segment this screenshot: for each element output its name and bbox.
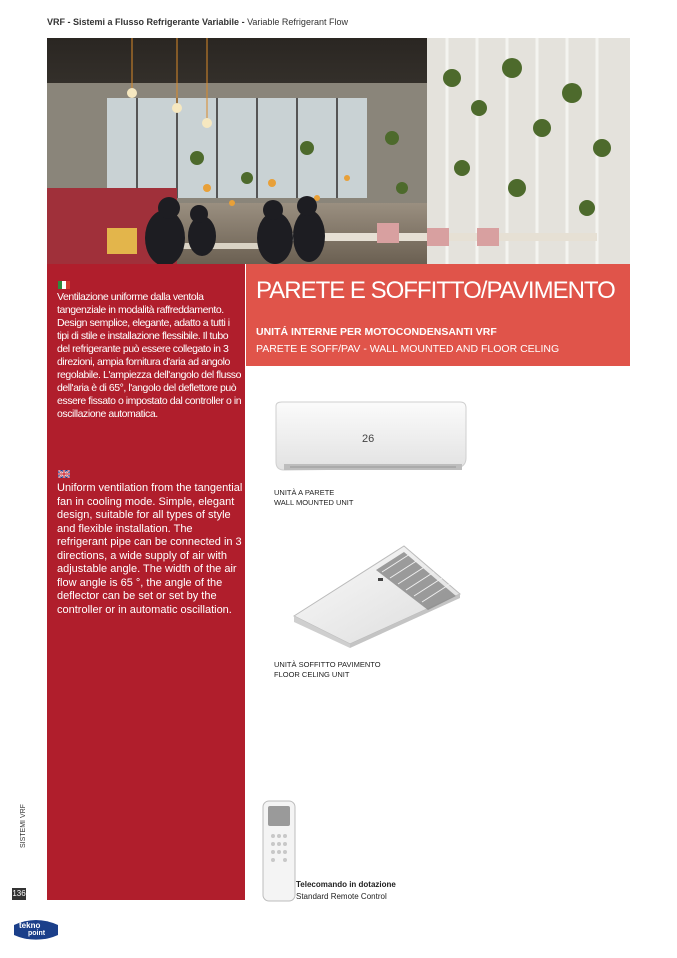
wall-unit-caption: [274, 488, 353, 508]
wall-unit-label-it: UNITÀ A PARETE: [274, 488, 335, 497]
logo-text-2: point: [28, 930, 46, 937]
english-description: Uniform ventilation from the tangential fan in cooling mode. Simple, elegant design, suitable for all types of style and flexible installation. The refrigerant pipe can be connected in 3 directions, a wide supply of air with adjustable angle. The width of the air flow angle is 65 °, the angle of the deflector can be set or set by the controller or in automatic oscillation.: [57, 482, 243, 616]
subtitle-italian: UNITÁ INTERNE PER MOTOCONDENSANTI VRF: [256, 326, 497, 338]
side-section-label: SISTEMI VRF: [20, 804, 27, 848]
page-header: [47, 17, 348, 27]
remote-control-image: [262, 800, 296, 902]
restaurant-interior-icon: [47, 38, 630, 264]
page-number: 136: [12, 889, 26, 898]
ceiling-unit-label-it: UNITÀ SOFFITTO PAVIMENTO: [274, 660, 381, 669]
subtitle-english: PARETE E SOFF/PAV - WALL MOUNTED AND FLOOR CELING: [256, 343, 560, 355]
description-panel: [47, 264, 245, 900]
ceiling-unit-image: [286, 540, 464, 650]
remote-label-it: Telecomando in dotazione: [296, 880, 396, 889]
wall-unit-image: [270, 398, 470, 478]
ceiling-unit-caption: [274, 660, 381, 680]
restaurant-photo: [47, 38, 630, 264]
header-bold: VRF - Sistemi a Flusso Refrigerante Variabile -: [47, 17, 245, 27]
wall-unit-label-en: WALL MOUNTED UNIT: [274, 498, 354, 507]
header-normal: Variable Refrigerant Flow: [247, 17, 348, 27]
remote-label-en: Standard Remote Control: [296, 892, 387, 901]
italian-description: Ventilazione uniforme dalla ventola tangenziale in modalità raffreddamento. Design semplice, elegante, adatto a tutti i tipi di stile e installazione flessibile. Il tubo del refrigerante può essere collegato in 3 direzioni, ampia fornitura d'aria ad angolo regolabile. L'ampiezza dell'angolo del flusso dell'aria è di 65°, l'angolo del deflettore può essere fissato o impostato dal controller o in oscillazione automatica.: [57, 291, 242, 420]
wall-unit-display: 26: [362, 433, 375, 445]
teknopoint-logo: [12, 917, 60, 943]
logo-text-1: tekno: [19, 921, 41, 930]
ceiling-unit-label-en: FLOOR CELING UNIT: [274, 670, 350, 679]
remote-caption: [296, 879, 396, 903]
uk-flag-icon: [58, 470, 70, 478]
title-panel: [246, 264, 630, 366]
italian-flag-icon: [58, 281, 70, 289]
page-title: PARETE E SOFFITTO/PAVIMENTO: [256, 277, 615, 304]
